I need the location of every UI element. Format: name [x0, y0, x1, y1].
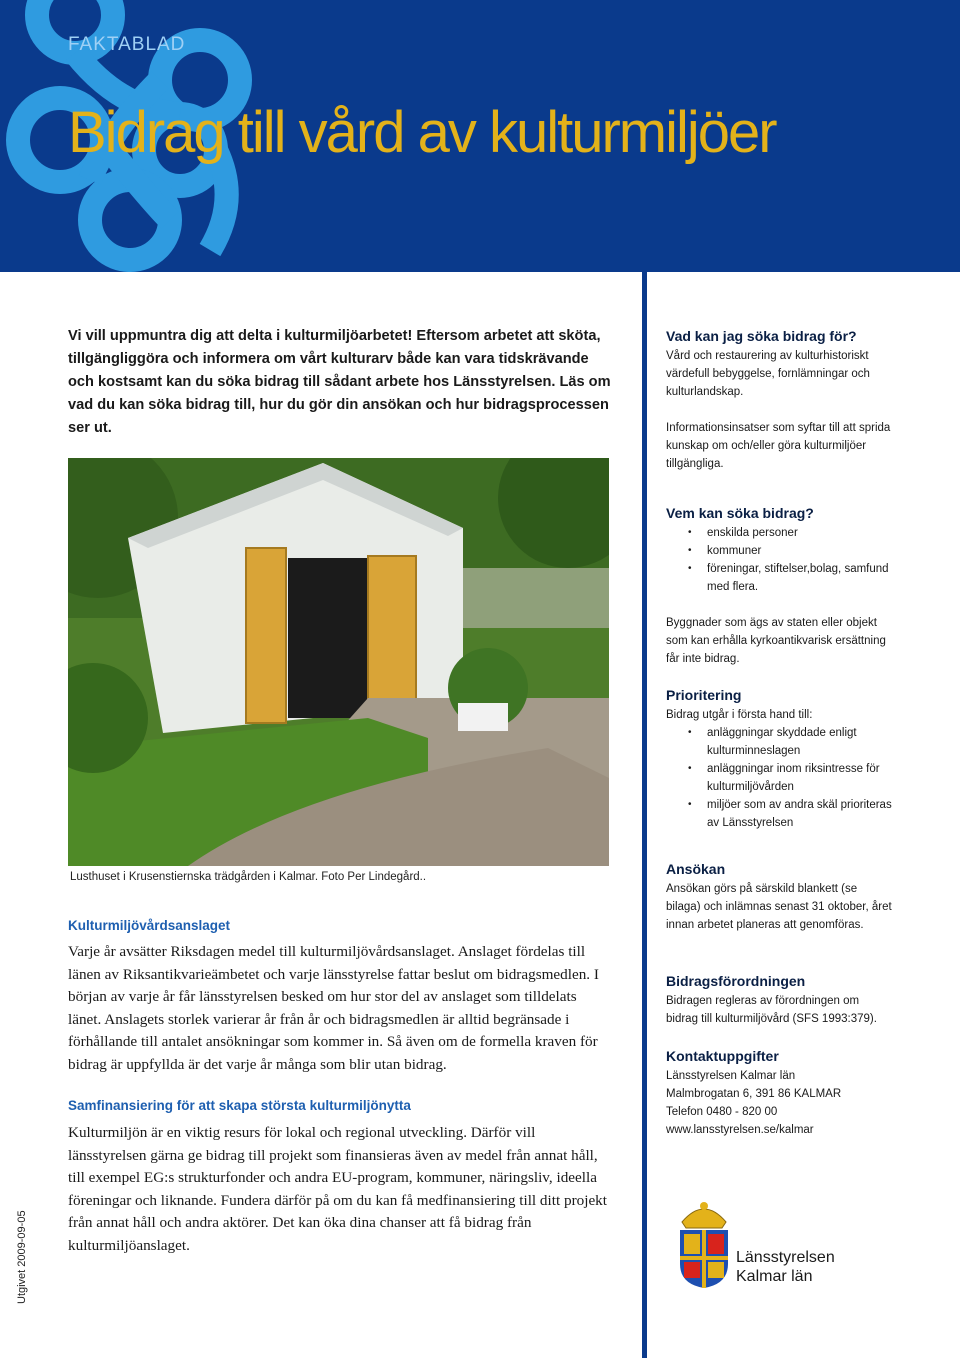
vem-note: Byggnader som ägs av staten eller objekt som kan erhålla kyrkoantikvarisk ersättning får inte bidrag.: [666, 617, 886, 665]
heading-vem: Vem kan söka bidrag?: [666, 505, 814, 521]
list-item: • miljöer som av andra skäl prioriteras av Länsstyrelsen: [666, 796, 892, 832]
section-body-kulturmiljo: Varje år avsätter Riksdagen medel till kulturmiljövårdsanslaget. Anslaget fördelas till länen av Riksantikvarieämbetet och varje länsstyrelse fattar beslut om bidragsmedlen. I början av varje år får länsstyrelsen besked om hur stor del av anslaget som tilldelats länet. Anslagets storlek varierar år från år och bidragsmedlen är alltid begränsade i förhållande till antalet ansökningar som kommer in. Så även om de formella kraven för bidrag är uppfyllda är det varje år många som blir utan bidrag.: [68, 943, 599, 1073]
logo-line-2: Kalmar län: [736, 1268, 813, 1285]
list-item: • anläggningar inom riksintresse för kulturmiljövården: [666, 760, 892, 796]
section-ansokan: [666, 861, 892, 934]
heading-kontakt: Kontaktuppgifter: [666, 1048, 779, 1064]
document-type-label: FAKTABLAD: [68, 34, 186, 55]
prio-lead: Bidrag utgår i första hand till:: [666, 709, 813, 721]
list-item: • enskilda personer: [666, 524, 892, 542]
section-vem: [666, 505, 892, 668]
list-item: • kommuner: [666, 542, 892, 560]
heading-prioritering: Prioritering: [666, 687, 742, 703]
prio-list: [666, 724, 892, 832]
contact-website-link[interactable]: www.lansstyrelsen.se/kalmar: [666, 1124, 814, 1136]
garden-pavilion-photo: [68, 458, 609, 866]
published-date: Utgivet 2009-09-05: [16, 1210, 28, 1304]
photo-caption: Lusthuset i Krusenstiernska trädgården i Kalmar. Foto Per Lindegård..: [70, 871, 427, 883]
section-body-samfinansiering: Kulturmiljön är en viktig resurs för lokal och regional utveckling. Därför vill länsstyrelsen gärna ge bidrag till projekt som finansieras även av medel från annat håll, till exempel EG:s strukturfonder och andra EU-program, kommuner, näringsliv, ideella föreningar och liknande. Fundera därför på om du kan få medfinansiering till ditt projekt från annat håll och andra aktörer. Det kan öka dina chanser att få bidrag från kulturmiljöanslaget.: [68, 1124, 607, 1254]
section-vad: [666, 328, 892, 473]
heading-forordning: Bidragsförordningen: [666, 973, 806, 989]
coat-of-arms-icon: [676, 1200, 732, 1290]
column-divider: [642, 272, 647, 1358]
agency-logo-text: [736, 1248, 835, 1286]
vem-list: [666, 524, 892, 596]
list-item: • föreningar, stiftelser,bolag, samfund med flera.: [666, 560, 892, 596]
list-item: • anläggningar skyddade enligt kulturminneslagen: [666, 724, 892, 760]
section-kontakt: [666, 1048, 892, 1139]
section-forordning: [666, 973, 892, 1028]
heading-ansokan: Ansökan: [666, 861, 726, 877]
forordning-paragraph: Bidragen regleras av förordningen om bidrag till kulturmiljövård (SFS 1993:379).: [666, 995, 877, 1025]
page-title: Bidrag till vård av kulturmiljöer: [68, 100, 776, 165]
ansokan-paragraph: Ansökan görs på särskild blankett (se bilaga) och inlämnas senast 31 oktober, året innan arbetet planeras att genomföras.: [666, 883, 892, 931]
contact-address: Malmbrogatan 6, 391 86 KALMAR: [666, 1088, 842, 1100]
contact-phone: Telefon 0480 - 820 00: [666, 1106, 778, 1118]
intro-paragraph: Vi vill uppmuntra dig att delta i kulturmiljöarbetet! Eftersom arbetet att sköta, tillgängliggöra och informera om vårt kulturarv både kan vara tidskrävande och kostsamt kan du söka bidrag till sådant arbete hos Länsstyrelsen. Läs om vad du kan söka bidrag till, hur du gör din ansökan och hur bidragsprocessen ser ut.: [68, 328, 611, 436]
section-prioritering: [666, 687, 892, 832]
vad-paragraph-1: Vård och restaurering av kulturhistoriskt värdefull bebyggelse, fornlämningar och kulturlandskap.: [666, 350, 870, 398]
contact-name: Länsstyrelsen Kalmar län: [666, 1070, 796, 1082]
vad-paragraph-2: Informationsinsatser som syftar till att sprida kunskap om och/eller göra kulturmiljöer tillgängliga.: [666, 422, 891, 470]
heading-vad: Vad kan jag söka bidrag för?: [666, 328, 857, 344]
header-banner: [0, 0, 960, 272]
logo-line-1: Länsstyrelsen: [736, 1249, 835, 1266]
section-heading-samfinansiering: Samfinansiering för att skapa största kulturmiljönytta: [68, 1098, 411, 1113]
section-heading-kulturmiljo: Kulturmiljövårdsanslaget: [68, 918, 231, 933]
